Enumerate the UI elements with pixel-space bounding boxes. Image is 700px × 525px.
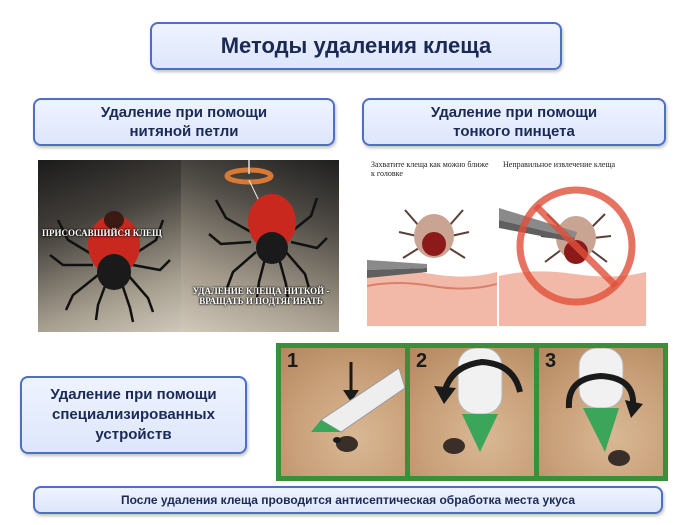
tick-illustration [38,160,181,332]
step-number: 1 [287,350,299,372]
attached-tick-photo [38,160,181,332]
wrong-tweezers-caption: Неправильное извлечение клеща [503,160,616,169]
thread-method-label-box [33,98,335,146]
step-number: 2 [416,350,428,372]
device-step-1 [281,348,405,476]
thread-loop-illustration [181,160,339,332]
step-1-illustration [281,348,405,476]
devices-method-label: Удаление при помощи специализированных устройств [50,386,217,443]
tweezers-skin-illustration [367,158,497,326]
step-number: 3 [545,350,557,372]
antiseptic-note [33,486,663,514]
tweezers-method-label-box [362,98,666,146]
device-step-3 [539,348,663,476]
page-title [150,22,562,70]
thread-method-label: Удаление при помощи нитяной петли [100,104,268,140]
tweezers-method-label: Удаление при помощи тонкого пинцета [430,104,598,140]
page-title-text: Методы удаления клеща [220,33,492,58]
wrong-tweezers-diagram [499,158,646,326]
correct-tweezers-caption: Захватите клеща как можно ближе к головке [371,160,489,178]
antiseptic-note-text: После удаления клеща проводится антисептическая обработка места укуса [120,493,576,507]
correct-tweezers-diagram [367,158,497,326]
step-3-illustration [539,348,663,476]
device-steps-panel [276,343,668,481]
attached-tick-caption: ПРИСОСАВШИЙСЯ КЛЕЩ [42,228,162,238]
step-2-illustration [410,348,534,476]
thread-loop-photo [181,160,339,332]
prohibited-icon [499,158,646,326]
device-step-2 [410,348,534,476]
devices-method-label-box [20,376,247,454]
thread-loop-caption: УДАЛЕНИЕ КЛЕЩА НИТКОЙ - ВРАЩАТЬ И ПОДТЯГИВАТЬ [192,286,330,306]
